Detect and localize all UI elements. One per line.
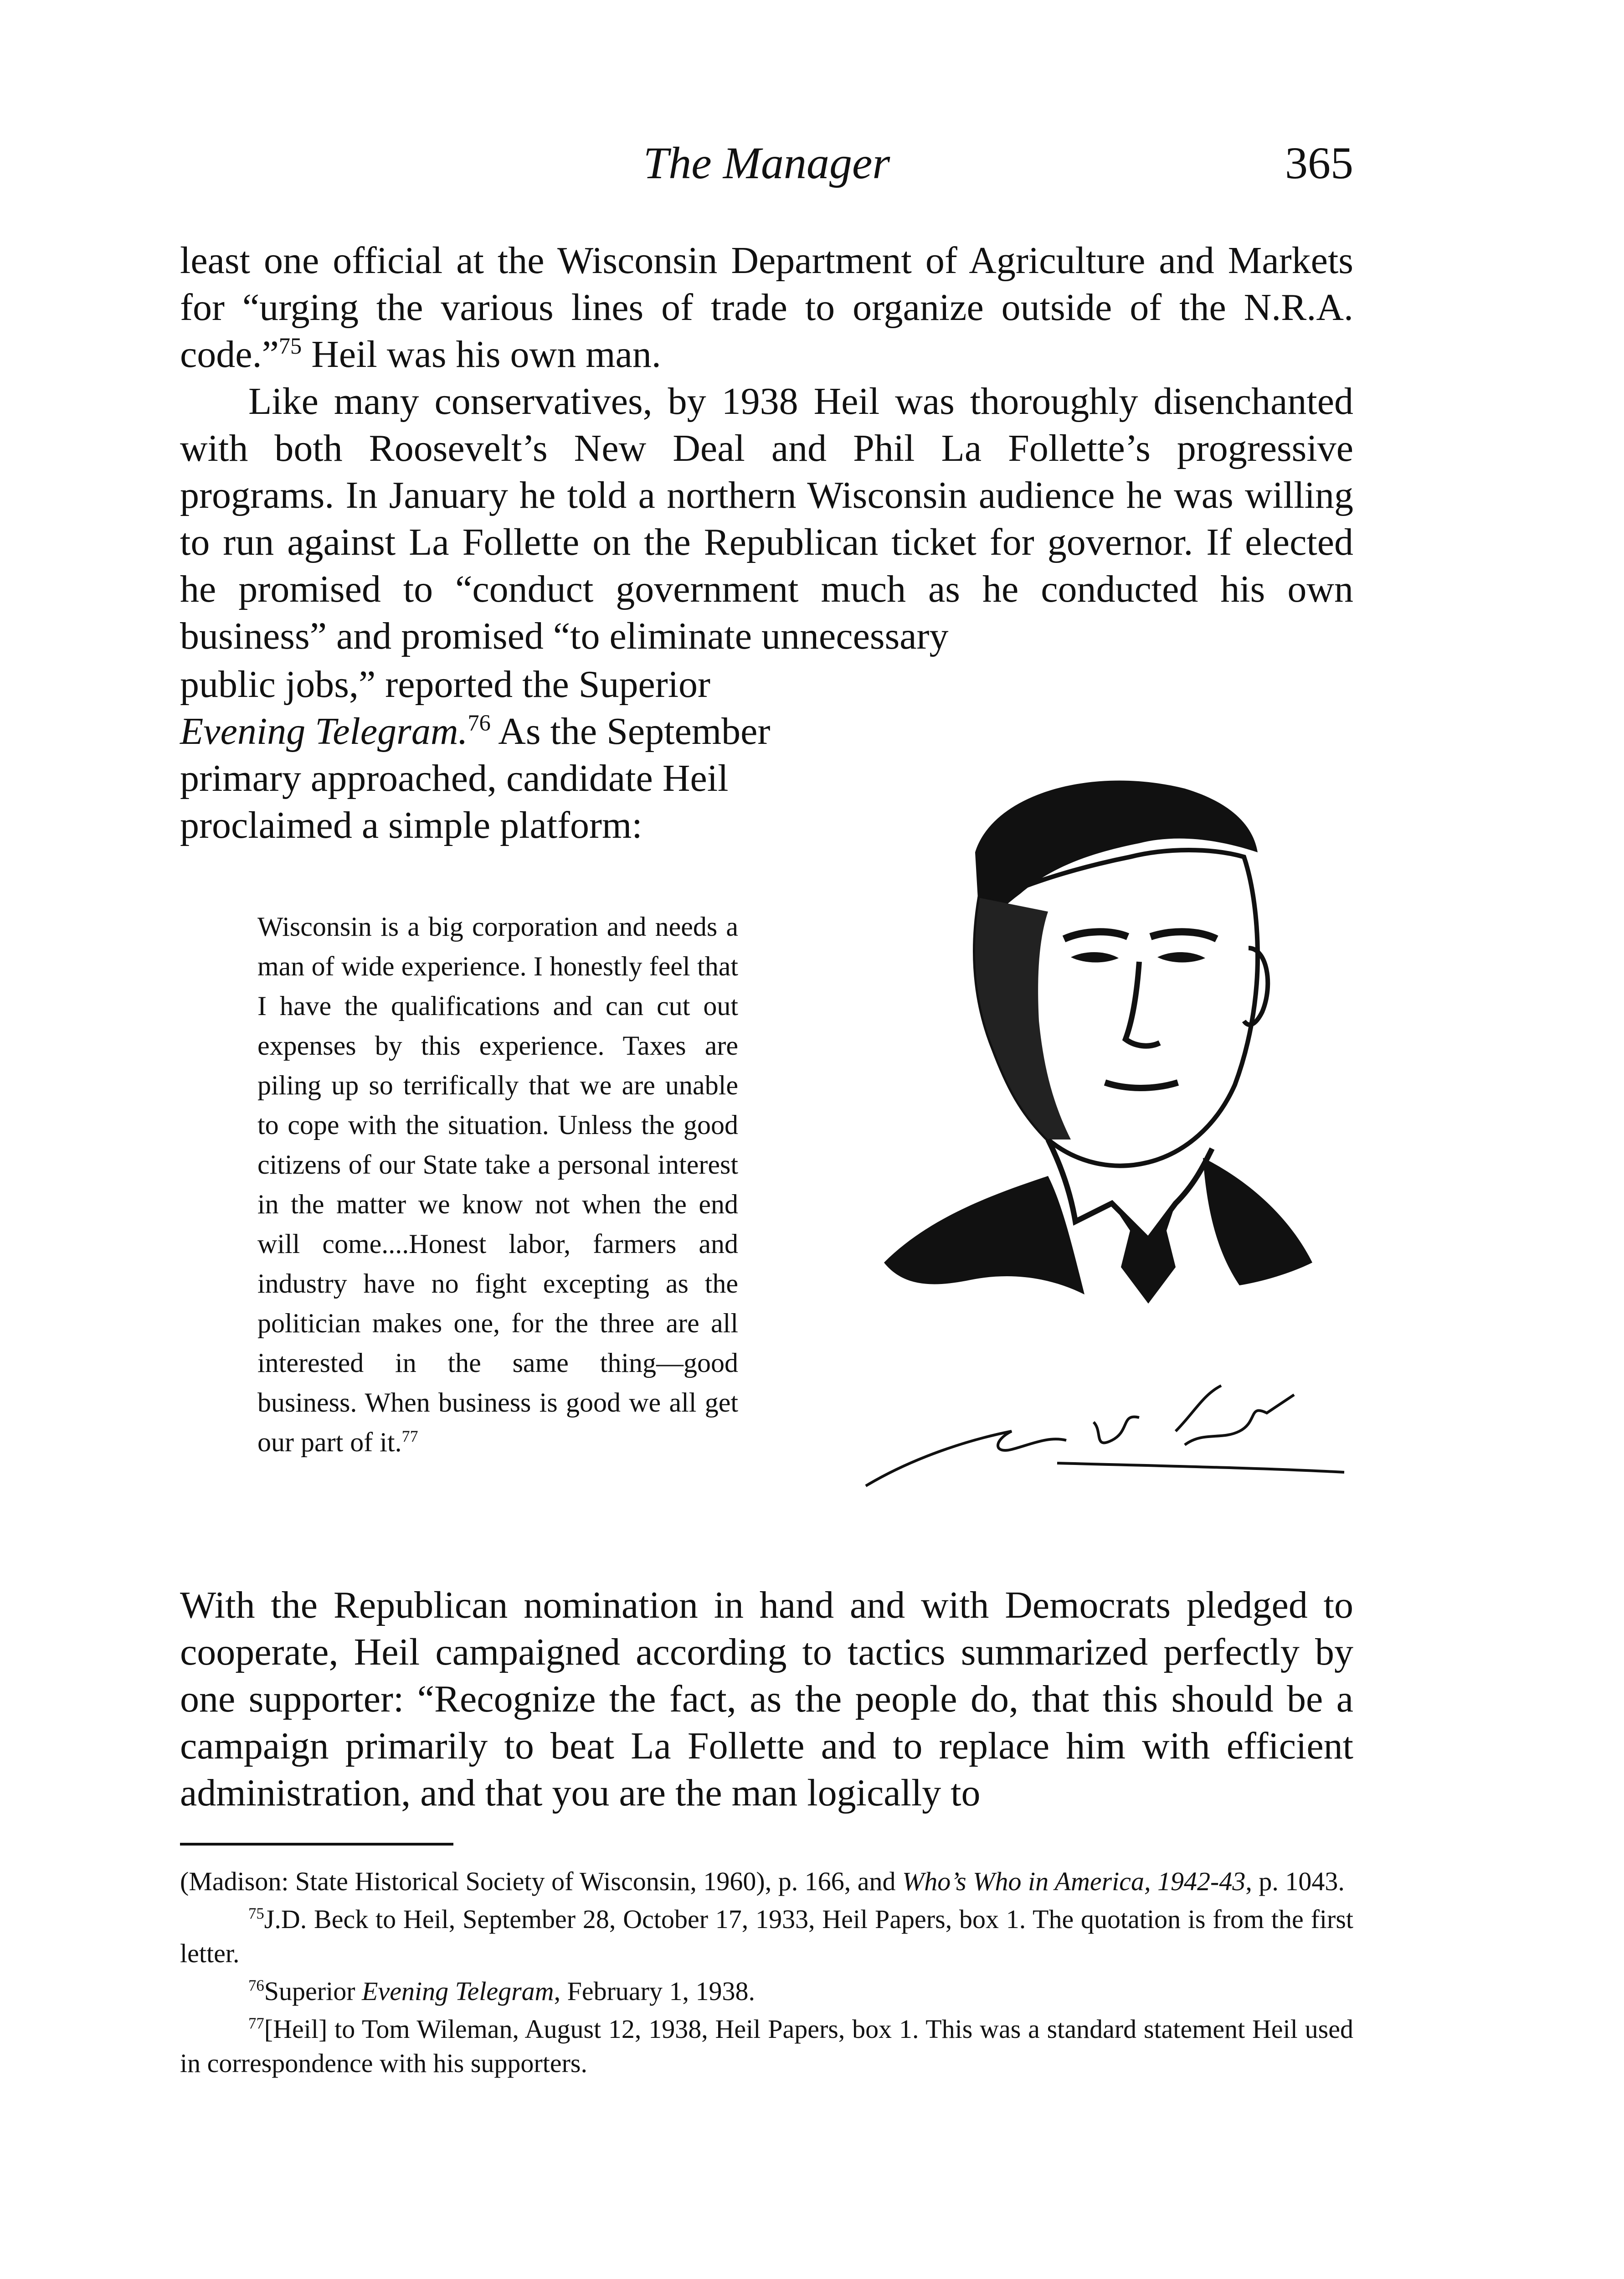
right-eye xyxy=(1157,952,1205,963)
fn-num-76: 76 xyxy=(248,1976,264,1995)
fn-cont-pre: (Madison: State Historical Society of Wisconsin, 1960), p. 166, and xyxy=(180,1867,902,1896)
fn-pre-76: Superior xyxy=(264,1976,362,2006)
footnote-ref-77: 77 xyxy=(401,1427,418,1445)
tie xyxy=(1112,1203,1176,1304)
footnote-rule xyxy=(180,1843,453,1846)
face-shadow xyxy=(975,898,1071,1140)
nose xyxy=(1125,962,1160,1046)
coat-shape xyxy=(884,1176,1084,1294)
block-quote xyxy=(257,907,738,1462)
signature-stroke xyxy=(866,1386,1344,1486)
fn-cont-post: , p. 1043. xyxy=(1245,1867,1345,1896)
footnote-77 xyxy=(180,2012,1353,2080)
footnote-continued xyxy=(180,1864,1353,1898)
footnote-ref-76: 76 xyxy=(468,710,491,736)
newspaper-title: Evening Telegram. xyxy=(180,710,468,753)
portrait-icon xyxy=(857,748,1349,1559)
fn-post-76: , February 1, 1938. xyxy=(554,1976,755,2006)
quote-text: Wisconsin is a big corporation and needs a man of wide experience. I honestly feel that I have the qualifications and can cut out expenses by this experience. Taxes are piling up so terrifically that we are unable to cope with the situation. Unless the good citizens of our State take a personal interest in the matter we know not when the end will come....Honest labor, farmers and industry have no fight excepting as the politician makes one, for the three are all interested in the same thing—good business. When business is good we all get our part of it. xyxy=(257,912,738,1457)
fn-text-75: J.D. Beck to Heil, September 28, October 17, 1933, Heil Papers, box 1. The quotation is from the first letter. xyxy=(180,1904,1353,1968)
wrapped-paragraph xyxy=(180,661,813,849)
page-header xyxy=(180,137,1353,205)
fn-ital-76: Evening Telegram xyxy=(362,1976,554,2006)
footnotes xyxy=(180,1864,1353,2084)
signature-text: J. P. Heil xyxy=(1070,1506,1136,1526)
fn-text-77: [Heil] to Tom Wileman, August 12, 1938, Heil Papers, box 1. This was a standard statement Heil used in correspondence with his supporters. xyxy=(180,2014,1353,2078)
coat-right xyxy=(1203,1158,1312,1285)
paragraph-tail: Heil was his own man. xyxy=(302,333,661,376)
mouth xyxy=(1105,1083,1178,1088)
running-head: The Manager xyxy=(643,138,890,188)
paragraph-3: With the Republican nomination in hand and with Democrats pledged to cooperate, Heil campaigned according to tactics summarized perfectly by one supporter: “Recognize the fact, as the people do, that this should be a campaign primarily to beat La Follette and to replace him with efficient administration, and that you are the man logically to xyxy=(180,1584,1353,1814)
footnote-76 xyxy=(180,1974,1353,2008)
wrap-line-1: public jobs,” reported the Superior xyxy=(180,663,711,706)
paragraph-text: least one official at the Wisconsin Department of Agriculture and Markets for “urging the various lines of trade to organize outside of the N.R.A. code.” xyxy=(180,239,1353,376)
page-number: 365 xyxy=(1285,138,1353,188)
body-text-top xyxy=(180,237,1353,660)
fn-num-75: 75 xyxy=(248,1904,264,1923)
left-eye xyxy=(1071,952,1119,963)
fn-cont-ital: Who’s Who in America, 1942-43 xyxy=(902,1867,1246,1896)
paragraph-2: Like many conservatives, by 1938 Heil was thoroughly disenchanted with both Roosevelt’s New Deal and Phil La Follette’s progressive programs. In January he told a northern Wisconsin audience he was willing to run against La Follette on the Republican ticket for governor. If elected he promised to “conduct government much as he conducted his own business” and promised “to eliminate unnecessary xyxy=(180,380,1353,657)
paragraph-continued xyxy=(180,237,1353,378)
wrap-tail: As the September primary approached, candidate Heil proclaimed a simple platform: xyxy=(180,710,771,846)
footnote-ref-75: 75 xyxy=(278,333,302,359)
body-text-bottom xyxy=(180,1582,1353,1816)
footnote-75 xyxy=(180,1902,1353,1970)
fn-num-77: 77 xyxy=(248,2014,264,2032)
brows xyxy=(1064,932,1217,939)
